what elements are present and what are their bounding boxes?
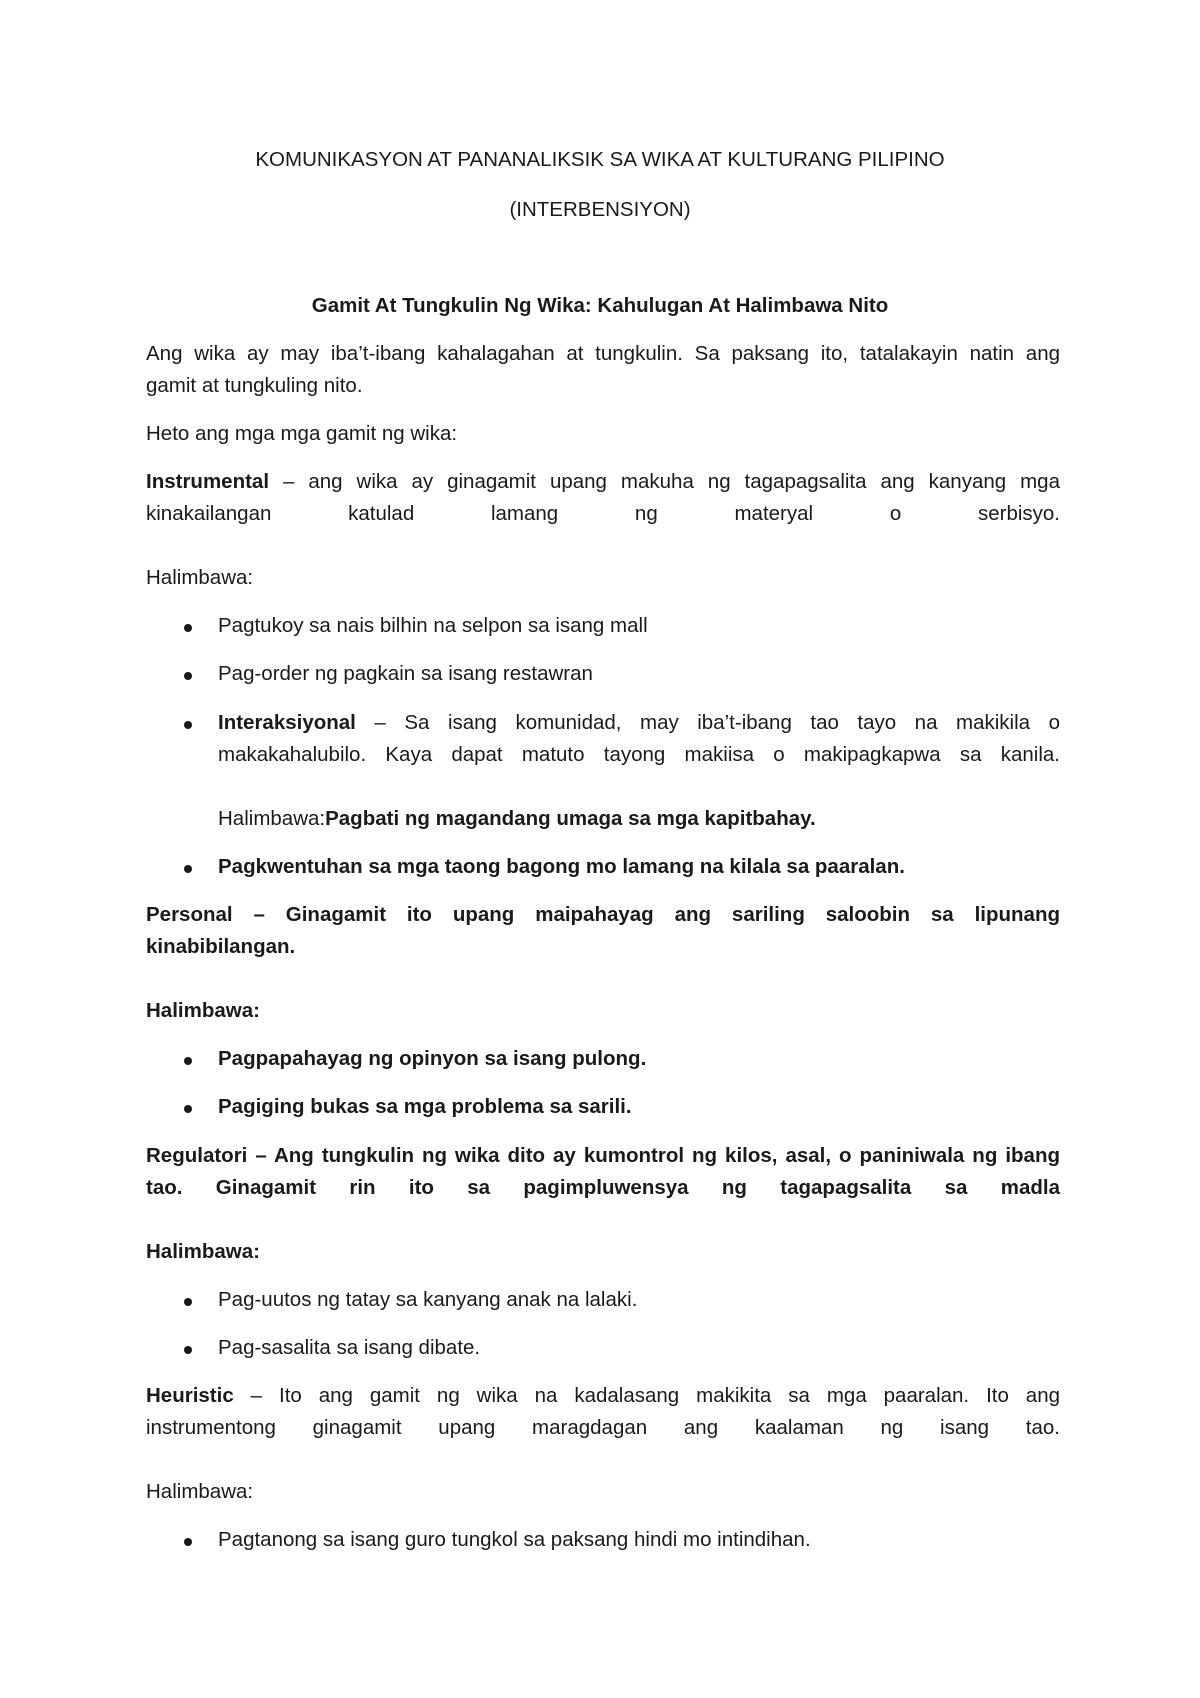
personal-example-label: Halimbawa: [146,999,260,1022]
instrumental-text: – ang wika ay ginagamit upang makuha ng tagapagsalita ang kanyang mga [269,470,1060,493]
interaksiyonal-example [218,807,816,831]
interaksiyonal-text: – Sa isang komunidad, may iba’t-ibang tao tayo na makikila o [355,711,1060,734]
bullet-icon [184,672,192,680]
personal-term: Personal [146,903,233,926]
intro-line-2: gamit at tungkuling nito. [146,374,363,397]
bullet-icon [184,1538,192,1546]
heuristic-line-2: instrumentong ginagamit upang maragdagan ang kaalaman ng isang tao. [146,1416,1060,1439]
regulatori-term: Regulatori [146,1144,248,1167]
instrumental-term: Instrumental [146,470,270,493]
list-item: Pag-uutos ng tatay sa kanyang anak na lalaki. [218,1288,638,1311]
interaksiyonal-line-2: makakahalubilo. Kaya dapat matuto tayong makiisa o makipagkapwa sa kanila. [218,743,1060,766]
regulatori-line-2: tao. Ginagamit rin ito sa pagimpluwensya ng tagapagsalita sa madla [146,1176,1060,1199]
interaksiyonal-term: Interaksiyonal [218,711,356,734]
interaksiyonal-line-1 [218,711,1060,735]
bullet-icon [184,1298,192,1306]
bullet-icon [184,624,192,632]
interaksiyonal-example-prefix: Halimbawa: [218,807,326,830]
bullet-icon [184,1057,192,1065]
bullet-icon [184,1105,192,1113]
document-title: KOMUNIKASYON AT PANANALIKSIK SA WIKA AT KULTURANG PILIPINO [255,148,945,171]
list-item: Pagtanong sa isang guro tungkol sa paksang hindi mo intindihan. [218,1528,811,1551]
list-item: Pagpapahayag ng opinyon sa isang pulong. [218,1047,647,1070]
personal-text: – Ginagamit ito upang maipahayag ang sariling saloobin sa lipunang [232,903,1060,926]
instrumental-line-1 [146,470,1060,494]
lead-text: Heto ang mga mga gamit ng wika: [146,422,458,445]
heuristic-term: Heuristic [146,1384,234,1407]
heuristic-example-label: Halimbawa: [146,1480,254,1503]
regulatori-example-label: Halimbawa: [146,1240,260,1263]
list-item: Pagtukoy sa nais bilhin na selpon sa isang mall [218,614,648,637]
intro-line-1: Ang wika ay may iba’t-ibang kahalagahan at tungkulin. Sa paksang ito, tatalakayin natin ang [146,342,1060,365]
personal-line-2: kinabibilangan. [146,935,296,958]
instrumental-example-label: Halimbawa: [146,566,254,589]
bullet-icon [184,865,192,873]
personal-line-1 [146,903,1060,927]
interaksiyonal-example-text: Pagbati ng magandang umaga sa mga kapitbahay. [325,807,816,830]
instrumental-line-2: kinakailangan katulad lamang ng materyal o serbisyo. [146,502,1060,525]
heuristic-text: – Ito ang gamit ng wika na kadalasang makikita sa mga paaralan. Ito ang [233,1384,1060,1407]
list-item: Pagkwentuhan sa mga taong bagong mo lamang na kilala sa paaralan. [218,855,905,878]
regulatori-line-1 [146,1144,1060,1168]
regulatori-text: – Ang tungkulin ng wika dito ay kumontrol ng kilos, asal, o paniniwala ng ibang [247,1144,1060,1167]
list-item: Pag-order ng pagkain sa isang restawran [218,662,593,685]
document-subtitle: (INTERBENSIYON) [509,198,691,221]
list-item: Pagiging bukas sa mga problema sa sarili. [218,1095,632,1118]
heuristic-line-1 [146,1384,1060,1408]
list-item: Pag-sasalita sa isang dibate. [218,1336,481,1359]
bullet-icon [184,721,192,729]
section-heading: Gamit At Tungkulin Ng Wika: Kahulugan At Halimbawa Nito [311,294,889,317]
bullet-icon [184,1346,192,1354]
